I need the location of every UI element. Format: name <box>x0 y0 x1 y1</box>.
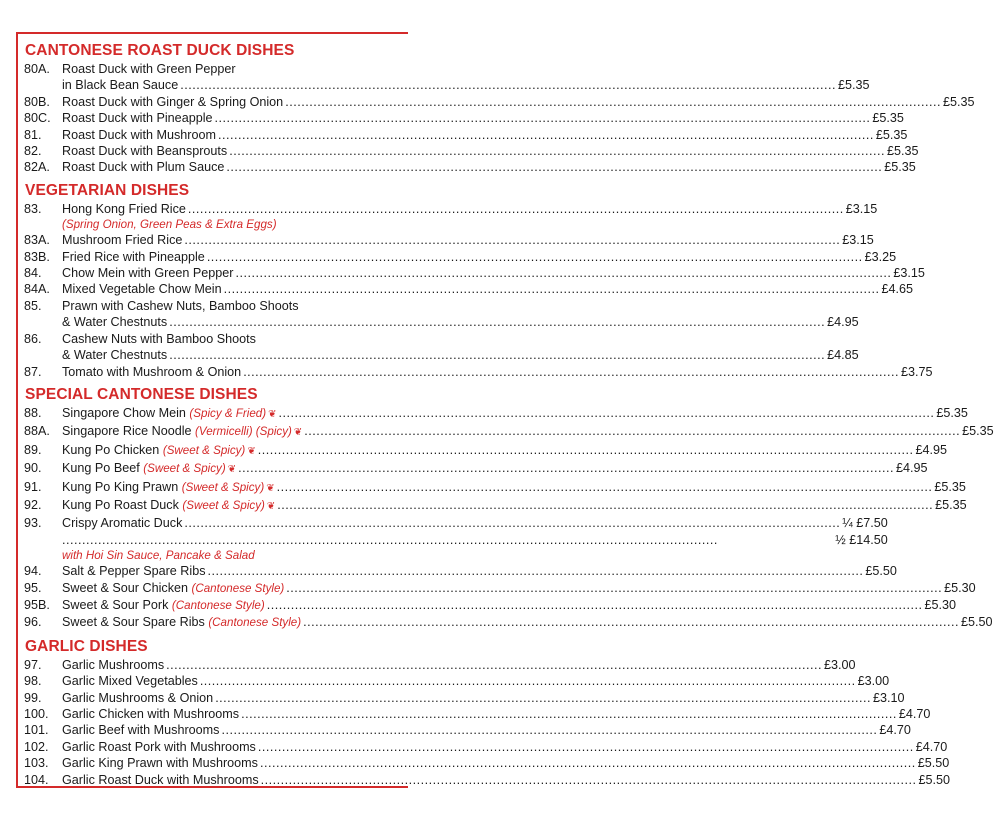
item-price: £5.35 <box>838 78 870 93</box>
item-number: 84. <box>24 266 42 281</box>
item-number: 89. <box>24 442 42 457</box>
menu-item <box>24 110 904 126</box>
menu-item <box>24 94 975 110</box>
menu-item <box>24 772 950 788</box>
menu-item <box>24 405 968 423</box>
item-name: Kung Po Chicken <box>62 442 160 457</box>
item-number: 86. <box>24 331 42 346</box>
item-qualifier: (Sweet & Spicy) <box>162 443 246 457</box>
menu-item <box>24 423 994 441</box>
menu-item <box>24 690 905 706</box>
item-name-cont: & Water Chestnuts <box>62 348 168 363</box>
menu-item <box>24 722 911 738</box>
item-name: Fried Rice with Pineapple <box>62 249 205 264</box>
item-price: £3.00 <box>824 657 856 672</box>
menu-item <box>24 497 967 515</box>
item-qualifier: (Sweet & Spicy) <box>182 498 265 512</box>
item-qualifier: (Cantonese Style) <box>171 598 265 612</box>
item-price: ¼ £7.50 <box>842 516 888 531</box>
item-price: £4.70 <box>879 723 911 738</box>
section-vegetarian <box>24 181 933 380</box>
section-garlic <box>24 637 950 788</box>
item-name: Hong Kong Fried Rice <box>62 201 186 216</box>
menu-item <box>24 127 908 143</box>
item-price: £5.35 <box>962 424 994 439</box>
menu-item <box>24 61 870 94</box>
item-name: Sweet & Sour Chicken <box>62 580 188 595</box>
item-number: 93. <box>24 516 42 531</box>
item-number: 80C. <box>24 111 51 126</box>
item-price: £5.50 <box>918 772 950 787</box>
item-name: Cashew Nuts with Bamboo Shoots <box>62 331 256 346</box>
menu-item <box>24 364 933 380</box>
menu-item <box>24 563 897 579</box>
item-number: 95B. <box>24 597 50 612</box>
item-price: £3.15 <box>893 266 925 281</box>
item-name: Crispy Aromatic Duck <box>62 516 183 531</box>
item-price-alt: ½ £14.50 <box>835 532 888 547</box>
item-number: 83A. <box>24 233 50 248</box>
item-price: £3.75 <box>901 364 933 379</box>
item-note: with Hoi Sin Sauce, Pancake & Salad <box>62 549 255 563</box>
menu-item <box>24 442 948 460</box>
item-price: £4.70 <box>898 707 931 721</box>
item-price: £5.50 <box>960 615 993 630</box>
item-qualifier: (Cantonese Style) <box>191 581 285 595</box>
menu-content <box>24 40 994 794</box>
item-number: 84A. <box>24 282 50 297</box>
item-name-cont: & Water Chestnuts <box>62 315 168 330</box>
item-name: Kung Po King Prawn <box>62 479 179 494</box>
chili-icon: ❦ <box>227 464 237 476</box>
item-price: £4.65 <box>881 282 913 297</box>
item-name: Kung Po Beef <box>62 461 140 476</box>
item-name: Roast Duck with Green Pepper <box>62 62 236 76</box>
item-name: Roast Duck with Ginger & Spring Onion <box>62 94 284 109</box>
item-number: 80B. <box>24 94 50 109</box>
item-qualifier: (Spicy & Fried) <box>189 406 267 420</box>
item-name: Garlic King Prawn with Mushrooms <box>62 756 258 771</box>
item-note: (Spring Onion, Green Peas & Extra Eggs) <box>62 218 277 232</box>
menu-item <box>24 706 931 722</box>
menu-item <box>24 159 916 175</box>
item-number: 88A. <box>24 424 50 439</box>
menu-item <box>24 298 859 331</box>
item-price: £5.50 <box>865 564 897 579</box>
item-price: £4.95 <box>895 461 928 476</box>
item-number: 92. <box>24 497 42 512</box>
item-number: 90. <box>24 461 42 476</box>
item-name: Garlic Mushrooms <box>62 657 165 672</box>
item-number: 82A. <box>24 160 50 175</box>
item-qualifier: (Sweet & Spicy) <box>143 462 226 476</box>
item-number: 102. <box>24 739 49 754</box>
item-name: Roast Duck with Pineapple <box>62 111 213 126</box>
chili-icon: ❦ <box>266 482 275 494</box>
item-name: Garlic Roast Pork with Mushrooms <box>62 739 256 754</box>
item-name: Garlic Mixed Vegetables <box>62 674 198 689</box>
menu-item <box>24 755 950 771</box>
item-price: £5.35 <box>936 405 968 420</box>
menu-item <box>24 673 890 689</box>
menu-item <box>24 479 966 497</box>
item-name: Sweet & Sour Spare Ribs <box>62 615 205 630</box>
item-price: £5.30 <box>924 597 957 612</box>
item-price: £3.10 <box>873 690 905 705</box>
chili-icon: ❦ <box>268 408 277 420</box>
section-roast-duck <box>24 42 975 176</box>
item-number: 81. <box>24 127 42 142</box>
item-number: 80A. <box>24 62 50 76</box>
section-title: CANTONESE ROAST DUCK DISHES <box>25 42 295 59</box>
menu-item <box>24 657 856 673</box>
menu-item <box>24 265 925 281</box>
item-qualifier: (Sweet & Spicy) <box>181 480 265 494</box>
item-number: 88. <box>24 405 42 420</box>
item-price: £5.35 <box>872 111 904 126</box>
item-name: Garlic Roast Duck with Mushrooms <box>62 772 259 787</box>
menu-item <box>24 232 874 248</box>
item-number: 100. <box>24 707 49 721</box>
item-number: 87. <box>24 364 42 379</box>
item-name: Prawn with Cashew Nuts, Bamboo Shoots <box>62 298 299 313</box>
item-price: £3.15 <box>842 233 874 248</box>
item-price: £4.70 <box>915 739 948 754</box>
chili-icon: ❦ <box>247 445 256 457</box>
chili-icon: ❦ <box>266 500 276 512</box>
menu-item <box>24 460 928 478</box>
item-price: £5.35 <box>935 497 967 512</box>
item-number: 97. <box>24 657 42 672</box>
item-number: 96. <box>24 615 42 630</box>
chili-icon: ❦ <box>293 427 303 439</box>
item-price: £4.95 <box>915 442 948 457</box>
item-name: Mushroom Fried Rice <box>62 233 183 248</box>
menu-item <box>24 201 878 232</box>
item-name: Roast Duck with Plum Sauce <box>62 160 225 175</box>
item-number: 101. <box>24 723 49 738</box>
item-number: 83. <box>24 201 42 216</box>
item-name-cont: in Black Bean Sauce <box>62 78 179 93</box>
item-name: Singapore Chow Mein <box>62 405 186 420</box>
item-price: £5.35 <box>934 479 966 494</box>
item-name: Garlic Chicken with Mushrooms <box>62 707 240 721</box>
section-special-cantonese <box>24 385 994 632</box>
item-qualifier: (Vermicelli) (Spicy) <box>195 425 292 439</box>
item-price: £4.95 <box>827 315 859 330</box>
item-price: £3.15 <box>845 201 878 216</box>
item-price: £5.50 <box>917 756 950 771</box>
menu-item <box>24 281 913 297</box>
item-number: 83B. <box>24 249 50 264</box>
item-price: £5.30 <box>944 580 976 595</box>
item-number: 104. <box>24 772 49 787</box>
item-number: 82. <box>24 144 42 159</box>
item-number: 91. <box>24 479 42 494</box>
menu-item <box>24 143 919 159</box>
item-name: Garlic Mushrooms & Onion <box>62 690 214 705</box>
item-name: Chow Mein with Green Pepper <box>62 266 234 281</box>
menu-item <box>24 580 976 597</box>
menu-item <box>24 614 993 631</box>
menu-item <box>24 515 888 563</box>
menu-item <box>24 739 948 755</box>
item-number: 103. <box>24 756 49 771</box>
item-price: £3.00 <box>857 674 890 689</box>
item-name: Roast Duck with Mushroom <box>62 127 216 142</box>
item-name: Sweet & Sour Pork <box>62 597 169 612</box>
item-name: Tomato with Mushroom & Onion <box>62 364 242 379</box>
item-name: Roast Duck with Beansprouts <box>62 144 228 159</box>
item-price: £4.85 <box>827 348 859 363</box>
item-price: £5.35 <box>887 144 919 159</box>
menu-item <box>24 249 897 265</box>
item-number: 95. <box>24 580 42 595</box>
section-title: SPECIAL CANTONESE DISHES <box>25 385 258 403</box>
item-number: 98. <box>24 674 42 689</box>
item-price: £3.25 <box>864 249 897 264</box>
menu-item <box>24 597 957 614</box>
item-number: 99. <box>24 690 42 705</box>
item-name: Salt & Pepper Spare Ribs <box>62 564 206 579</box>
item-price: £5.35 <box>943 94 975 109</box>
item-number: 85. <box>24 298 42 313</box>
item-qualifier: (Cantonese Style) <box>208 616 302 630</box>
menu-item <box>24 331 859 364</box>
section-title: VEGETARIAN DISHES <box>25 181 190 199</box>
item-name: Garlic Beef with Mushrooms <box>62 723 220 738</box>
item-name: Mixed Vegetable Chow Mein <box>62 282 222 297</box>
item-price: £5.35 <box>884 160 916 175</box>
item-number: 94. <box>24 564 42 579</box>
section-title: GARLIC DISHES <box>25 637 148 655</box>
item-price: £5.35 <box>875 127 908 142</box>
item-name: Singapore Rice Noodle <box>62 424 192 439</box>
item-name: Kung Po Roast Duck <box>62 497 179 512</box>
